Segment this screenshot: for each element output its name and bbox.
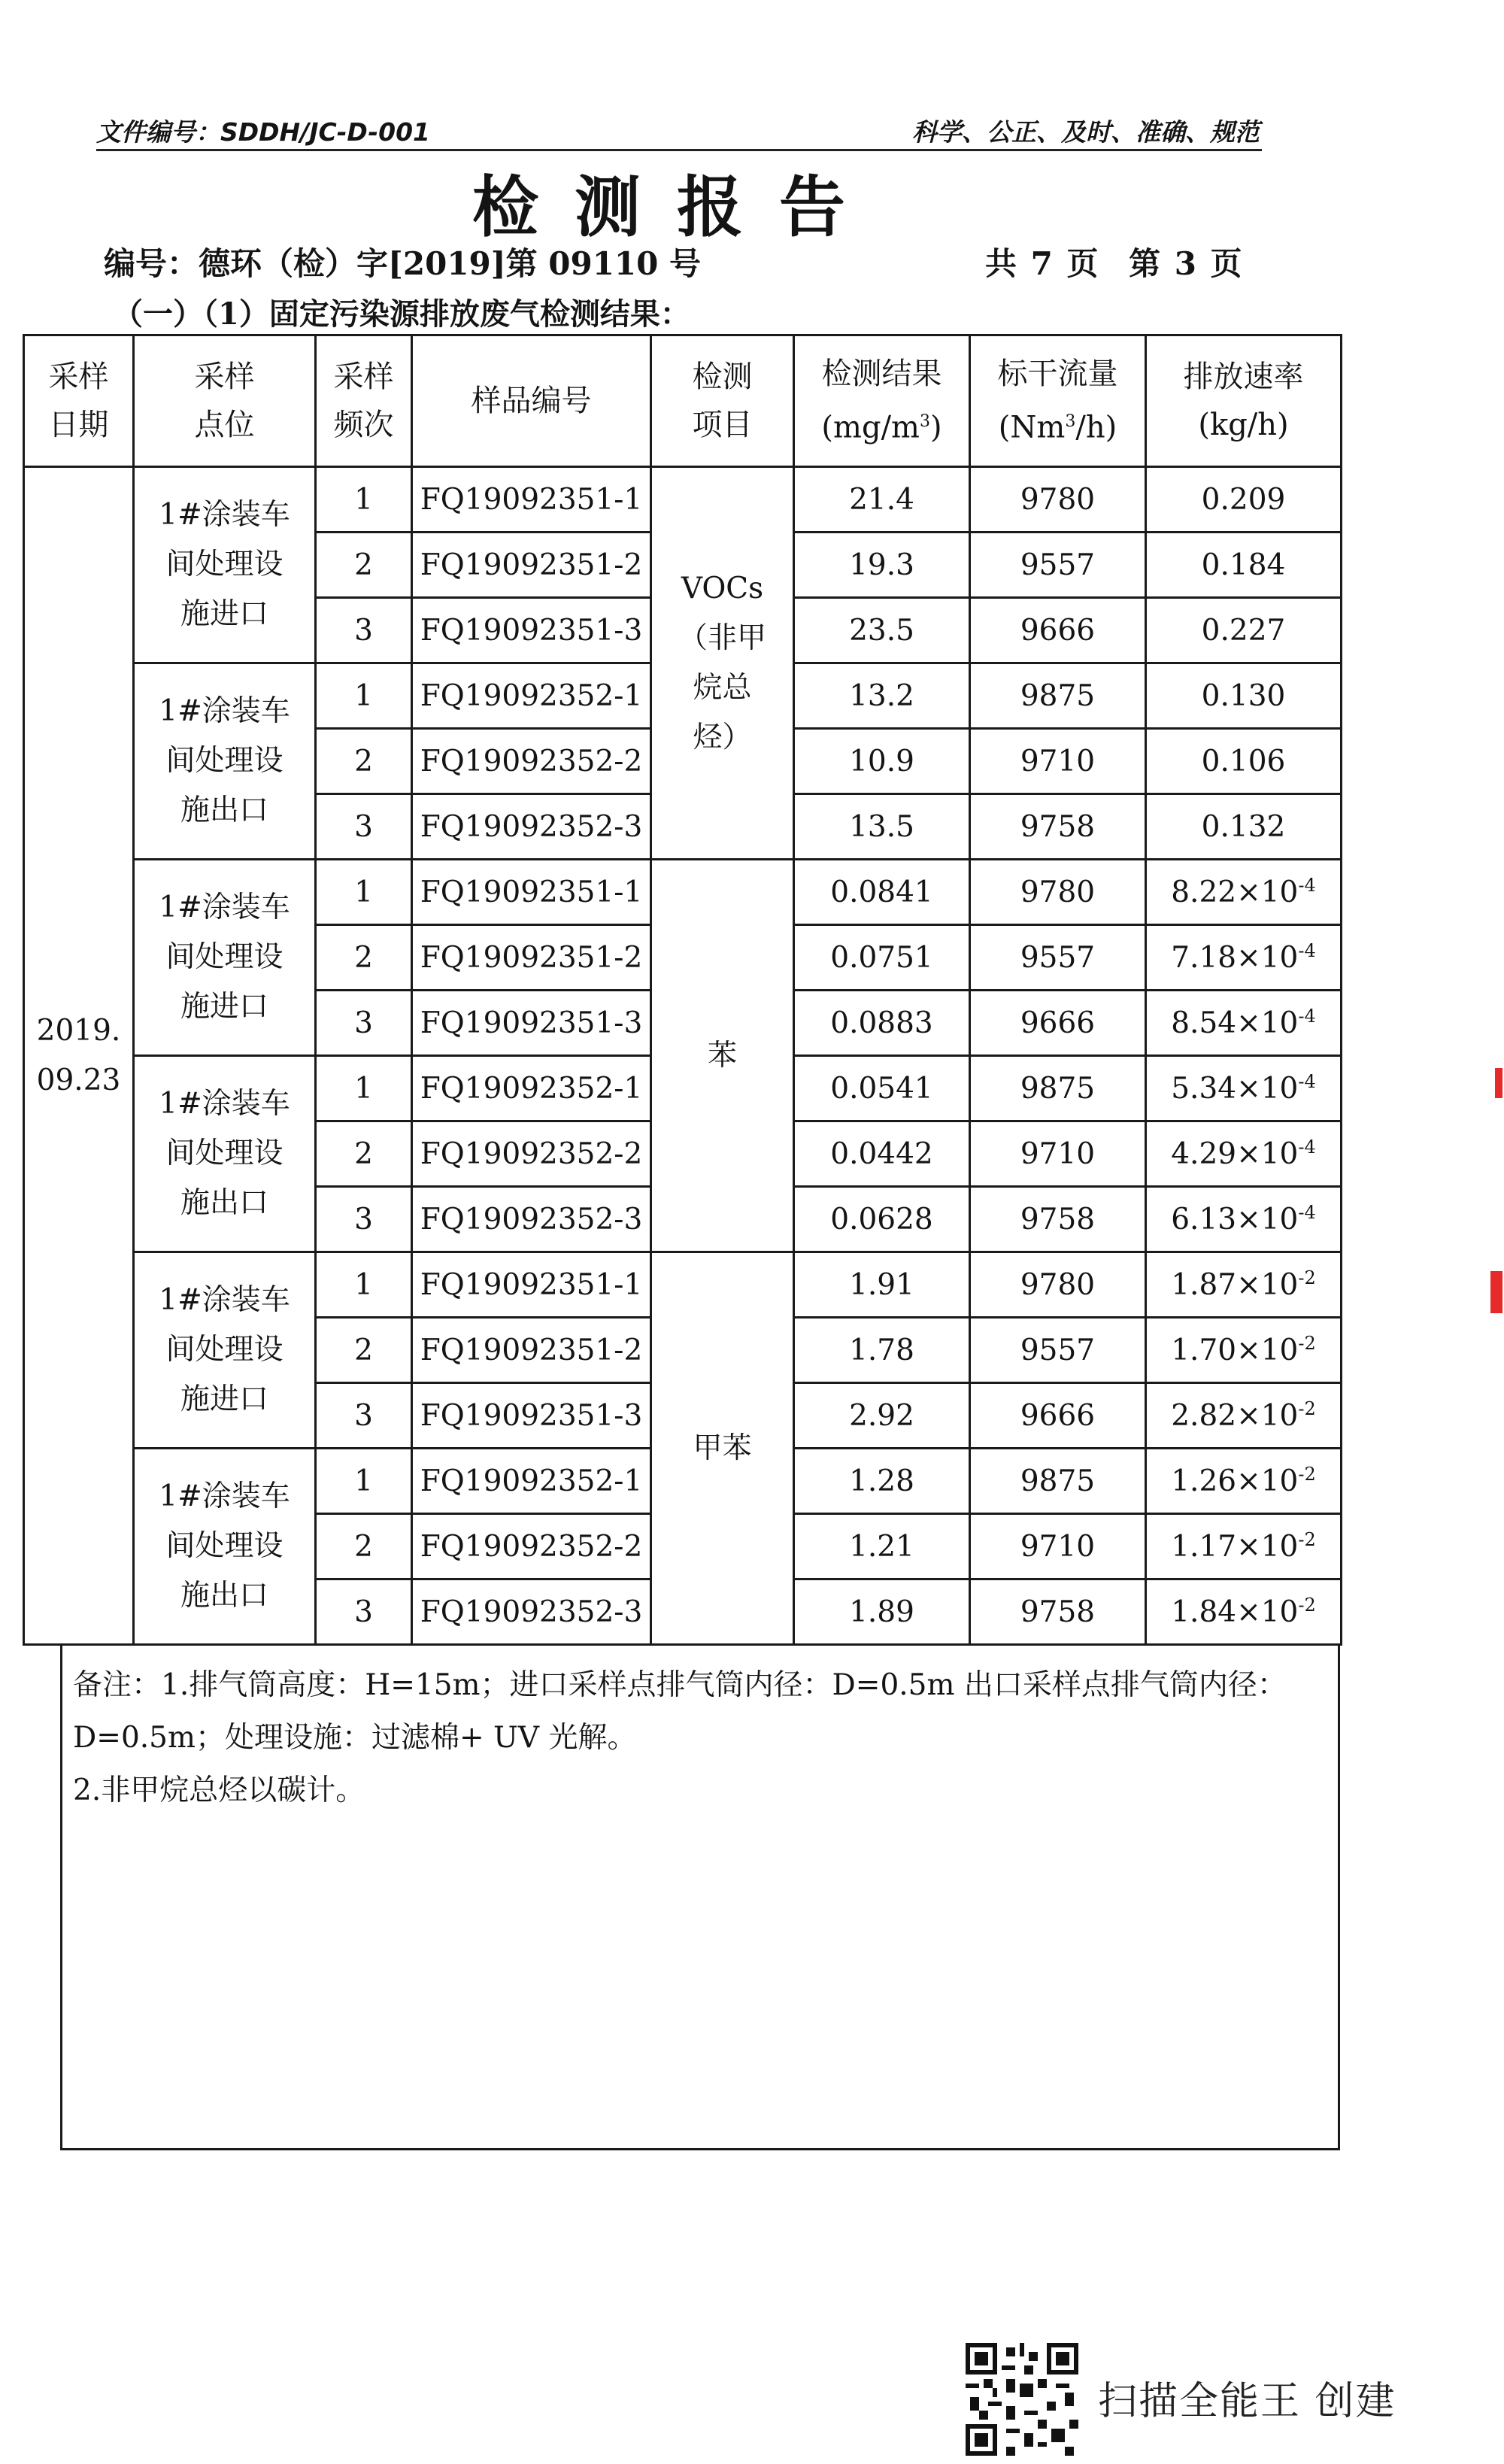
sampling-point: 1#涂装车 间处理设 施进口: [134, 467, 316, 663]
flow-rate: 9557: [970, 925, 1146, 991]
sampling-frequency: 1: [316, 1449, 412, 1514]
report-number: 编号：德环（检）字[2019]第 09110 号: [104, 245, 702, 282]
flow-rate: 9780: [970, 1252, 1146, 1318]
header-flow: 标干流量 (Nm$^3$/h): [970, 335, 1146, 467]
sample-id: FQ19092352-2: [412, 1121, 651, 1187]
emission-rate: $8.22\times 10^{-4}$: [1146, 860, 1342, 925]
emission-rate: $1.87\times 10^{-2}$: [1146, 1252, 1342, 1318]
header-point: 采样 点位: [134, 335, 316, 467]
sampling-frequency: 3: [316, 598, 412, 663]
note-line: 2.非甲烷总烃以碳计。: [73, 1774, 365, 1807]
test-result: 0.0751: [794, 925, 970, 991]
emission-rate: 0.132: [1146, 794, 1342, 860]
flow-rate: 9710: [970, 1514, 1146, 1579]
test-result: 1.89: [794, 1579, 970, 1645]
sampling-frequency: 1: [316, 467, 412, 533]
emission-rate: $1.84\times 10^{-2}$: [1146, 1579, 1342, 1645]
sampling-point: 1#涂装车 间处理设 施进口: [134, 1252, 316, 1449]
flow-rate: 9557: [970, 1318, 1146, 1383]
test-result: 0.0628: [794, 1187, 970, 1252]
note-line: D=0.5m；处理设施：过滤棉+ UV 光解。: [73, 1721, 637, 1755]
file-number: 文件编号：SDDH/JC-D-001: [96, 117, 431, 147]
test-result: 13.2: [794, 663, 970, 729]
test-result: 0.0442: [794, 1121, 970, 1187]
sampling-frequency: 3: [316, 1579, 412, 1645]
flow-rate: 9666: [970, 598, 1146, 663]
header-result: 检测结果 $(mg/m^3)$: [794, 335, 970, 467]
emission-rate: $7.18\times 10^{-4}$: [1146, 925, 1342, 991]
seal-fragment: [1490, 1271, 1502, 1313]
test-result: 0.0883: [794, 991, 970, 1056]
sampling-frequency: 2: [316, 1318, 412, 1383]
sample-id: FQ19092351-2: [412, 1318, 651, 1383]
scanner-watermark: 扫描全能王 创建: [1098, 2379, 1396, 2424]
sampling-frequency: 1: [316, 860, 412, 925]
sample-id: FQ19092352-2: [412, 729, 651, 794]
emission-rate: $6.13\times 10^{-4}$: [1146, 1187, 1342, 1252]
sampling-frequency: 2: [316, 533, 412, 598]
sampling-frequency: 1: [316, 1056, 412, 1121]
flow-rate: 9710: [970, 729, 1146, 794]
total-pages: 共 7 页: [985, 245, 1100, 282]
sample-id: FQ19092351-2: [412, 925, 651, 991]
emission-rate: $2.82\times 10^{-2}$: [1146, 1383, 1342, 1449]
test-result: 10.9: [794, 729, 970, 794]
note-line: 备注：1.排气筒高度：H=15m；进口采样点排气筒内径：D=0.5m 出口采样点排气筒内径：: [73, 1668, 1287, 1702]
emission-rate: 0.106: [1146, 729, 1342, 794]
current-page: 第 3 页: [1129, 245, 1244, 282]
emission-rate: 0.184: [1146, 533, 1342, 598]
flow-rate: 9875: [970, 1056, 1146, 1121]
test-result: 23.5: [794, 598, 970, 663]
flow-rate: 9666: [970, 1383, 1146, 1449]
emission-rate: $1.17\times 10^{-2}$: [1146, 1514, 1342, 1579]
notes-box: [60, 1644, 1340, 2150]
header-divider: [96, 149, 1262, 151]
test-result: 13.5: [794, 794, 970, 860]
flow-rate: 9758: [970, 794, 1146, 860]
test-item: 苯: [651, 860, 794, 1252]
test-result: 1.91: [794, 1252, 970, 1318]
sampling-frequency: 2: [316, 925, 412, 991]
test-result: 2.92: [794, 1383, 970, 1449]
sample-id: FQ19092352-3: [412, 794, 651, 860]
test-result: 0.0841: [794, 860, 970, 925]
page-counter: [985, 239, 1260, 284]
sample-id: FQ19092351-1: [412, 860, 651, 925]
sample-id: FQ19092351-3: [412, 598, 651, 663]
flow-rate: 9758: [970, 1187, 1146, 1252]
header-item: 检测 项目: [651, 335, 794, 467]
header-date: 采样 日期: [24, 335, 134, 467]
header-rate: 排放速率 (kg/h): [1146, 335, 1342, 467]
sample-id: FQ19092351-1: [412, 467, 651, 533]
sampling-point: 1#涂装车 间处理设 施出口: [134, 1449, 316, 1645]
emission-rate: $1.70\times 10^{-2}$: [1146, 1318, 1342, 1383]
flow-rate: 9666: [970, 991, 1146, 1056]
sample-id: FQ19092351-1: [412, 1252, 651, 1318]
test-item: VOCs （非甲 烷总 烃）: [651, 467, 794, 860]
emission-rate: $5.34\times 10^{-4}$: [1146, 1056, 1342, 1121]
flow-rate: 9710: [970, 1121, 1146, 1187]
sample-id: FQ19092351-3: [412, 1383, 651, 1449]
sample-id: FQ19092352-2: [412, 1514, 651, 1579]
table-header-row: [24, 335, 1342, 467]
flow-rate: 9758: [970, 1579, 1146, 1645]
emission-rate: 0.130: [1146, 663, 1342, 729]
test-result: 0.0541: [794, 1056, 970, 1121]
sampling-frequency: 3: [316, 1383, 412, 1449]
header-frequency: 采样 频次: [316, 335, 412, 467]
sampling-frequency: 3: [316, 794, 412, 860]
results-table: [23, 334, 1342, 1646]
sampling-frequency: 1: [316, 663, 412, 729]
sample-id: FQ19092352-1: [412, 1449, 651, 1514]
sample-id: FQ19092352-3: [412, 1187, 651, 1252]
sampling-frequency: 3: [316, 1187, 412, 1252]
section-title: （一）（1）固定污染源排放废气检测结果：: [113, 296, 690, 332]
flow-rate: 9557: [970, 533, 1146, 598]
flow-rate: 9780: [970, 467, 1146, 533]
test-result: 19.3: [794, 533, 970, 598]
qr-code-icon: [966, 2343, 1078, 2456]
sample-id: FQ19092352-1: [412, 1056, 651, 1121]
sampling-date: 2019. 09.23: [24, 467, 134, 1645]
test-result: 1.28: [794, 1449, 970, 1514]
sampling-frequency: 3: [316, 991, 412, 1056]
flow-rate: 9875: [970, 1449, 1146, 1514]
header-sample-id: 样品编号: [412, 335, 651, 467]
sampling-frequency: 2: [316, 729, 412, 794]
sample-id: FQ19092351-3: [412, 991, 651, 1056]
sample-id: FQ19092351-2: [412, 533, 651, 598]
table-row: [24, 860, 1342, 925]
test-result: 1.78: [794, 1318, 970, 1383]
sampling-frequency: 1: [316, 1252, 412, 1318]
table-row: [24, 1252, 1342, 1318]
seal-fragment: [1495, 1068, 1502, 1098]
emission-rate: 0.209: [1146, 467, 1342, 533]
sample-id: FQ19092352-1: [412, 663, 651, 729]
emission-rate: $1.26\times 10^{-2}$: [1146, 1449, 1342, 1514]
flow-rate: 9875: [970, 663, 1146, 729]
sampling-frequency: 2: [316, 1121, 412, 1187]
sampling-point: 1#涂装车 间处理设 施出口: [134, 1056, 316, 1252]
sampling-point: 1#涂装车 间处理设 施出口: [134, 663, 316, 860]
test-result: 1.21: [794, 1514, 970, 1579]
sampling-frequency: 2: [316, 1514, 412, 1579]
test-item: 甲苯: [651, 1252, 794, 1645]
test-result: 21.4: [794, 467, 970, 533]
emission-rate: 0.227: [1146, 598, 1342, 663]
emission-rate: $8.54\times 10^{-4}$: [1146, 991, 1342, 1056]
table-row: [24, 467, 1342, 533]
motto: 科学、公正、及时、准确、规范: [912, 117, 1260, 147]
sampling-point: 1#涂装车 间处理设 施进口: [134, 860, 316, 1056]
emission-rate: $4.29\times 10^{-4}$: [1146, 1121, 1342, 1187]
page-title: 检测报告: [472, 168, 881, 246]
flow-rate: 9780: [970, 860, 1146, 925]
sample-id: FQ19092352-3: [412, 1579, 651, 1645]
